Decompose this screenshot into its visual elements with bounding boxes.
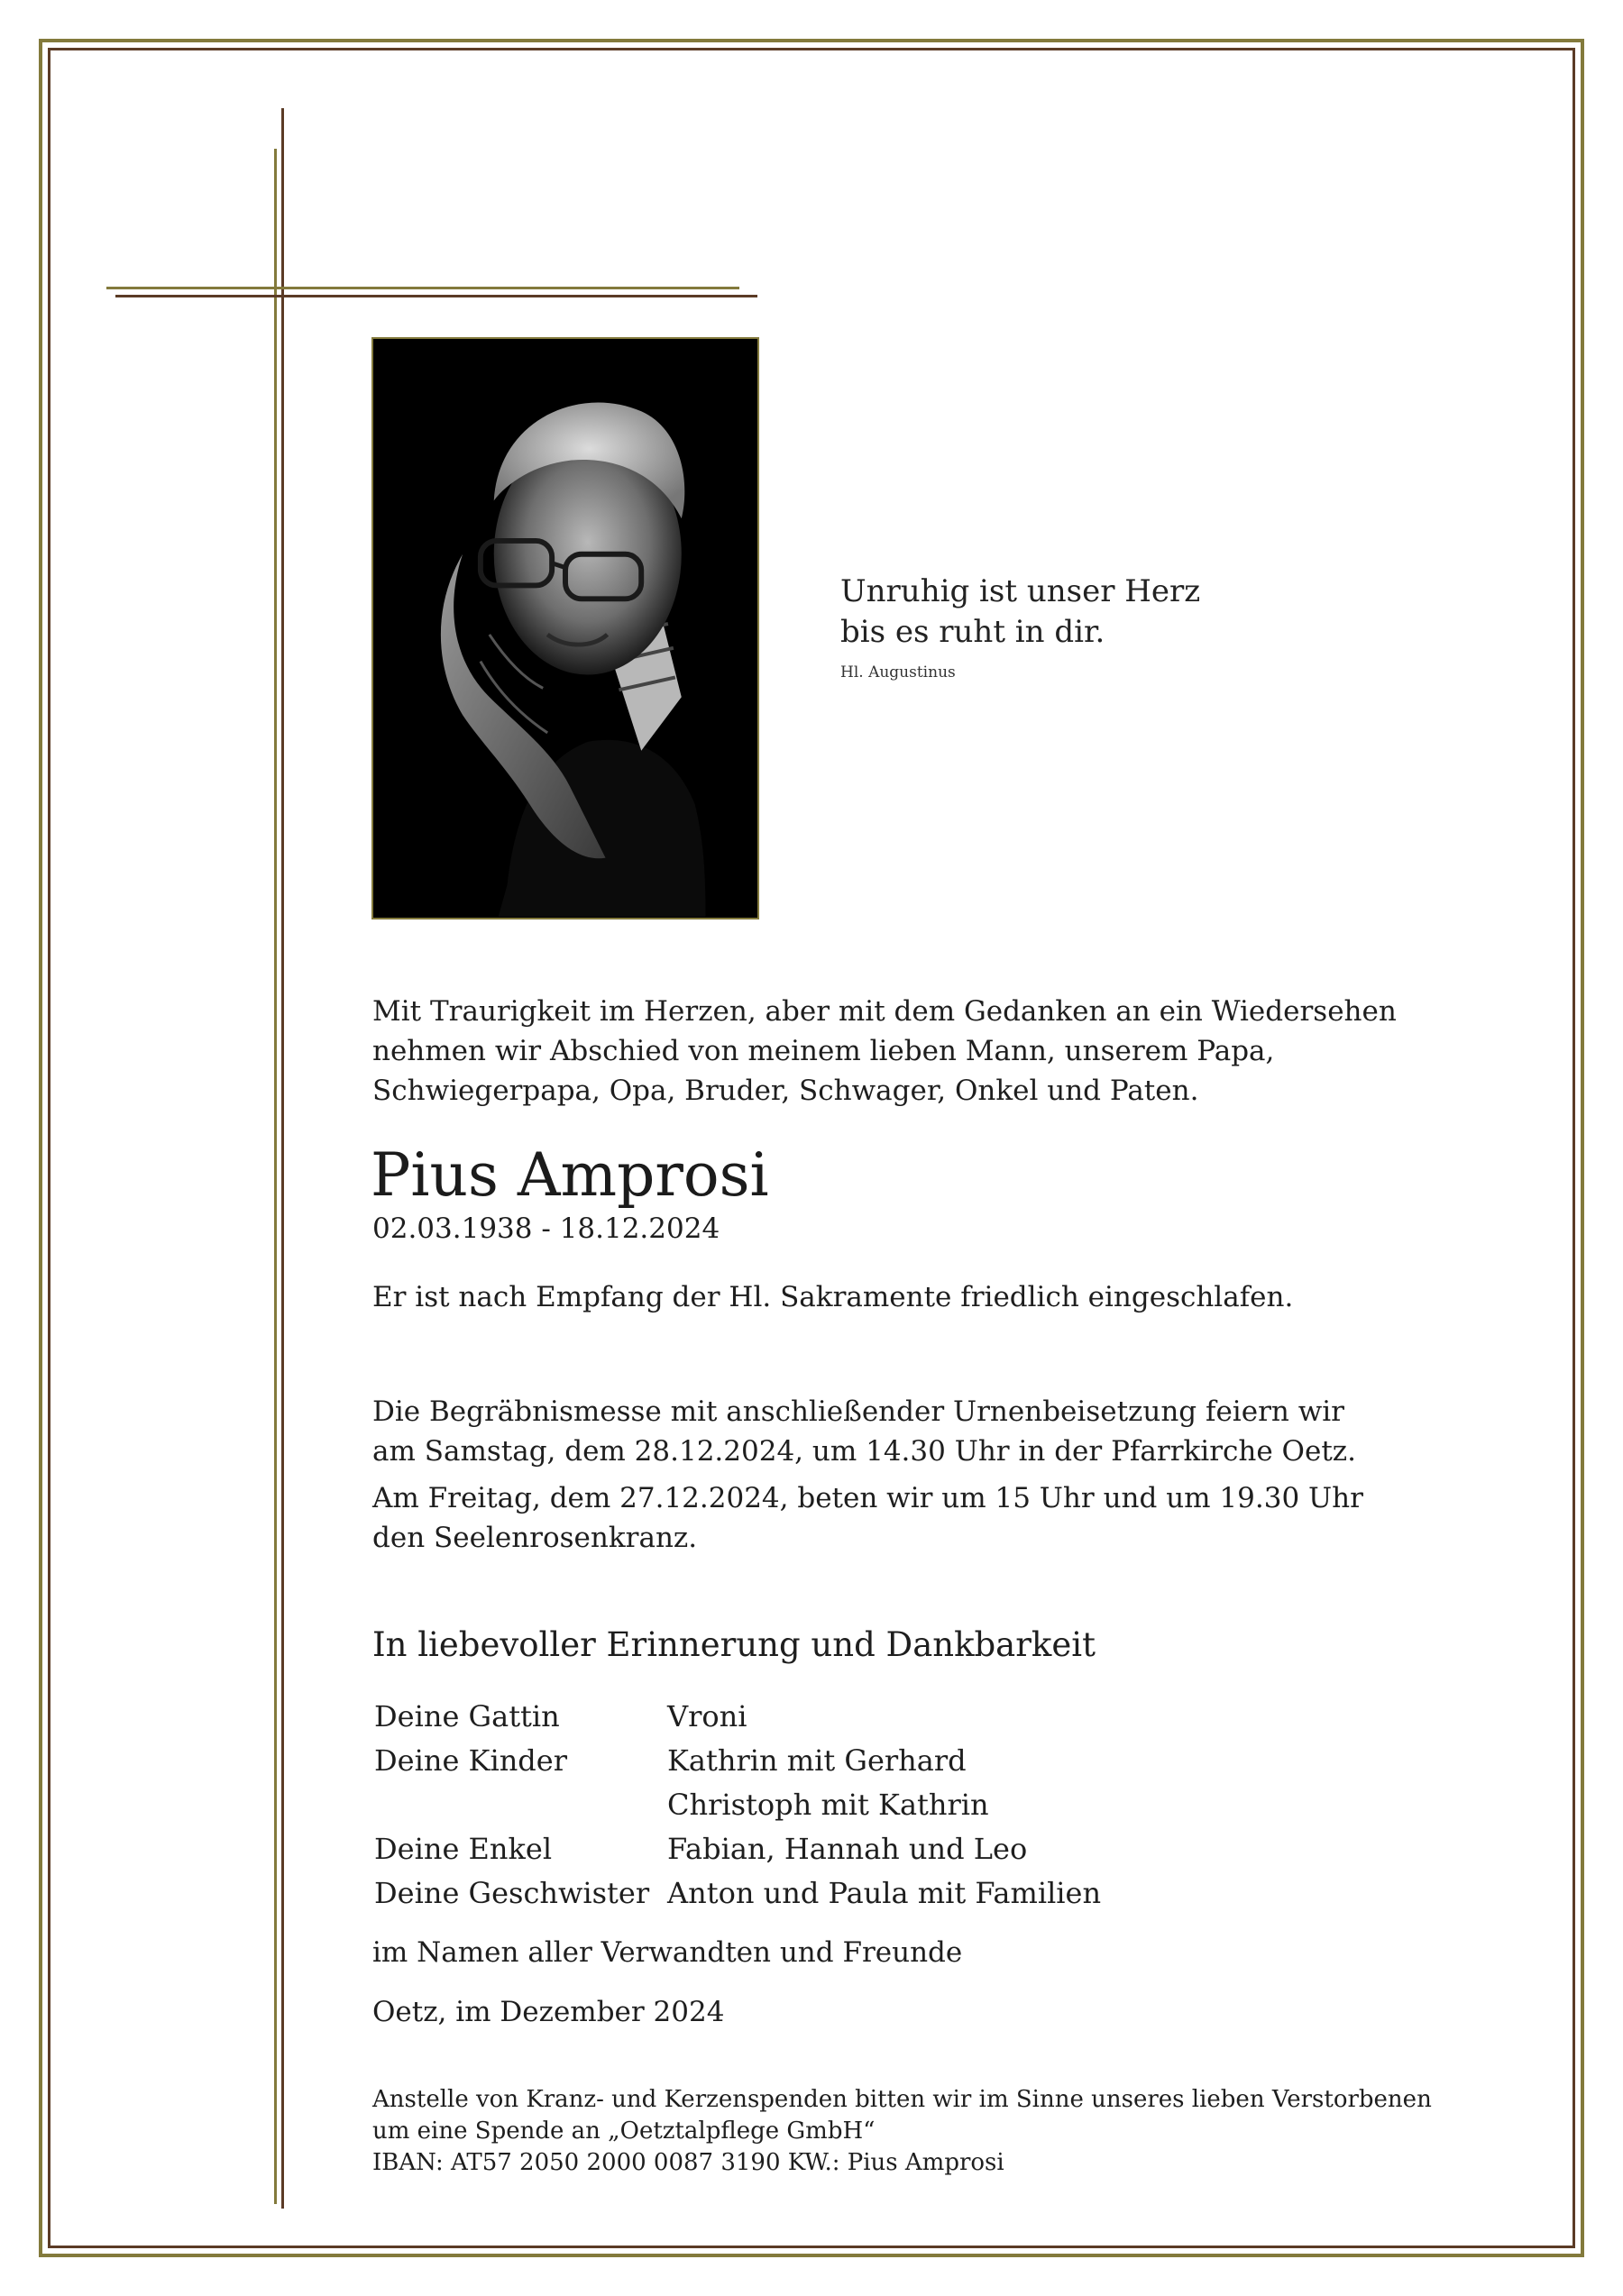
sacrament-statement xyxy=(372,1277,1293,1317)
family-role: Deine Kinder xyxy=(374,1743,568,1778)
quote-line-1: Unruhig ist unser Herz xyxy=(840,573,1201,609)
life-dates xyxy=(372,1209,720,1249)
cross-horizontal-bar-brown xyxy=(115,295,757,297)
donation-line-3: IBAN: AT57 2050 2000 0087 3190 KW.: Pius Amprosi xyxy=(372,2149,1004,2176)
intro-line-3: Schwiegerpapa, Opa, Bruder, Schwager, Onkel und Paten. xyxy=(372,1075,1199,1107)
funeral-line-2: am Samstag, dem 28.12.2024, um 14.30 Uhr in der Pfarrkirche Oetz. xyxy=(372,1435,1356,1468)
cross-horizontal-bar-gold xyxy=(106,287,739,289)
family-row xyxy=(374,1871,1101,1916)
place-and-date xyxy=(372,1992,724,2032)
donation-line-2: um eine Spende an „Oetztalpflege GmbH“ xyxy=(372,2118,876,2145)
family-role: Deine Enkel xyxy=(374,1832,553,1866)
rosary-line-2: den Seelenrosenkranz. xyxy=(372,1522,698,1554)
life-dates-text: 02.03.1938 - 18.12.2024 xyxy=(372,1212,720,1245)
portrait-photo xyxy=(371,337,759,919)
family-names: Vroni xyxy=(667,1699,747,1733)
on-behalf-statement xyxy=(372,1933,962,1972)
cross-vertical-bar-gold xyxy=(274,149,277,2204)
donation-note xyxy=(372,2084,1432,2179)
family-names: Fabian, Hannah und Leo xyxy=(667,1832,1028,1866)
cross-vertical-bar-brown xyxy=(281,108,284,2209)
donation-line-1: Anstelle von Kranz- und Kerzenspenden bitten wir im Sinne unseres lieben Verstorbenen xyxy=(372,2086,1432,2113)
intro-paragraph xyxy=(372,992,1397,1111)
family-list xyxy=(374,1695,1101,1916)
family-names: Christoph mit Kathrin xyxy=(667,1788,989,1822)
bible-quote xyxy=(840,572,1200,653)
memory-heading: In liebevoller Erinnerung und Dankbarkeit xyxy=(372,1625,1096,1664)
family-role: Deine Gattin xyxy=(374,1699,560,1733)
quote-author: Hl. Augustinus xyxy=(840,663,956,681)
rosary-info xyxy=(372,1478,1363,1558)
family-names: Kathrin mit Gerhard xyxy=(667,1743,967,1778)
family-row xyxy=(374,1827,1101,1871)
rosary-line-1: Am Freitag, dem 27.12.2024, beten wir um 15 Uhr und um 19.30 Uhr xyxy=(372,1482,1363,1514)
family-row xyxy=(374,1739,1101,1783)
family-row xyxy=(374,1783,1101,1827)
place-date-text: Oetz, im Dezember 2024 xyxy=(372,1996,725,2028)
quote-line-2: bis es ruht in dir. xyxy=(840,614,1105,650)
funeral-line-1: Die Begräbnismesse mit anschließender Urnenbeisetzung feiern wir xyxy=(372,1395,1344,1428)
family-row xyxy=(374,1695,1101,1739)
family-role xyxy=(374,1783,667,1827)
deceased-name: Pius Amprosi xyxy=(371,1140,769,1210)
funeral-mass-info xyxy=(372,1392,1356,1471)
inner-border-frame xyxy=(48,48,1575,2248)
family-names: Anton und Paula mit Familien xyxy=(667,1876,1102,1910)
intro-line-1: Mit Traurigkeit im Herzen, aber mit dem Gedanken an ein Wiedersehen xyxy=(372,995,1397,1028)
intro-line-2: nehmen wir Abschied von meinem lieben Mann, unserem Papa, xyxy=(372,1035,1275,1067)
on-behalf-text: im Namen aller Verwandten und Freunde xyxy=(372,1936,963,1969)
portrait-silhouette xyxy=(373,339,757,918)
family-role: Deine Geschwister xyxy=(374,1876,650,1910)
sacrament-text: Er ist nach Empfang der Hl. Sakramente friedlich eingeschlafen. xyxy=(372,1281,1294,1313)
